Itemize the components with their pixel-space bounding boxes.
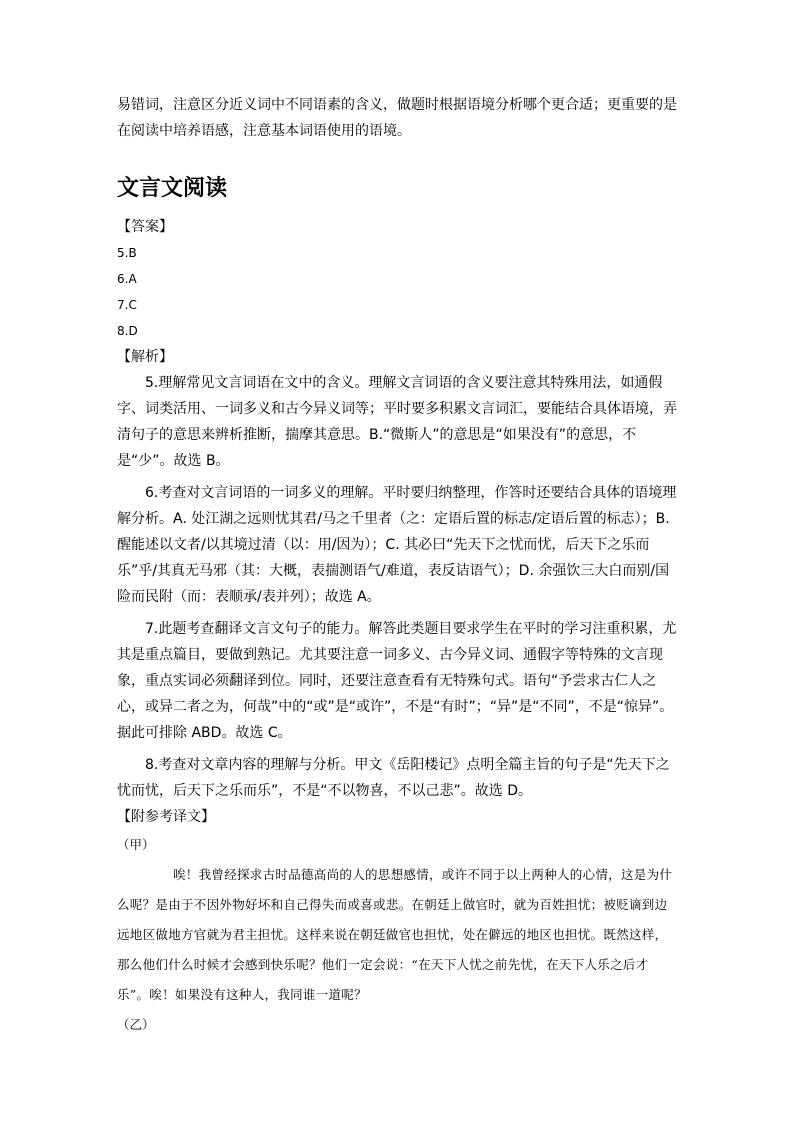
answer-item: 5.B [117,246,137,260]
analysis-section [117,370,679,830]
answer-item: 8.D [117,324,138,338]
answer-item: 7.C [117,298,137,312]
part-a-translation: 唉！我曾经探求古时品德高尚的人的思想感情，或许不同于以上两种人的心情，这是为什么呢？是由于不因外物好坏和自己得失而或喜或悲。在朝廷上做官时，就为百姓担忧；被贬谪到边远地区做地方官就为君主担忧。这样来说在朝廷做官也担忧，处在僻远的地区也担忧。既然这样，那么他们什么时候才会感到快乐呢？他们一定会说：“在天下人忧之前先忧，在天下人乐之后才乐”。唉！如果没有这种人，我同谁一道呢？ [117,867,673,1002]
analysis-paragraph: 8.考查对文章内容的理解与分析。甲文《岳阳楼记》点明全篇主旨的句子是“先天下之忧而忧，后天下之乐而乐”，不是“不以物喜，不以己悲”。故选 D。 [117,757,670,799]
answer-item: 6.A [117,272,137,286]
intro-paragraph: 易错词，注意区分近义词中不同语素的含义，做题时根据语境分析哪个更合适；更重要的是在阅读中培养语感，注意基本词语使用的语境。 [117,97,677,139]
analysis-tag: 【解析】 [117,349,173,365]
section-title: 文言文阅读 [117,176,228,201]
translation-section [117,834,679,1036]
part-b-label: （乙） [117,1017,155,1032]
analysis-paragraph: 7.此题考查翻译文言文句子的能力。解答此类题目要求学生在平时的学习注重积累，尤其是重点篇目，要做到熟记。尤其要注意一词多义、古今异义词、通假字等特殊的文言现象，重点实词必须翻译到位。同时，还要注意查看有无特殊句式。语句“予尝求古仁人之心，或异二者之为，何哉”中的“或”是“或许”，不是“有时”；“异”是“不同”，不是“惊异”。据此可排除 ABD。故选 C。 [117,621,677,741]
part-a-label: （甲） [117,837,155,852]
answer-section [117,214,679,370]
intro-paragraph-block [117,92,679,144]
analysis-paragraph: 5.理解常见文言词语在文中的含义。理解文言词语的含义要注意其特殊用法，如通假字、词类活用、一词多义和古今异义词等；平时要多积累文言词汇，要能结合具体语境，弄清句子的意思来辨析推断，揣摩其意思。B.“微斯人”的意思是“如果没有”的意思，不是“少”。故选 B。 [117,375,677,469]
translation-tag: 【附参考译文】 [117,809,215,825]
analysis-paragraph: 6.考查对文言词语的一词多义的理解。平时要归纳整理，作答时还要结合具体的语境理解分析。A. 处江湖之远则忧其君/马之千里者（之：定语后置的标志/定语后置的标志）；B. 醒能述以文者/以其境过清（以：用/因为）；C. 其必曰“先天下之忧而忧，后天下之乐而乐”乎/其真无马邪（其：大概，表揣测语气/难道，表反诘语气）；D. 余强饮三大白而别/国险而民附（而：表顺承/表并列）；故选 A。 [117,485,677,605]
answer-tag: 【答案】 [117,219,173,235]
